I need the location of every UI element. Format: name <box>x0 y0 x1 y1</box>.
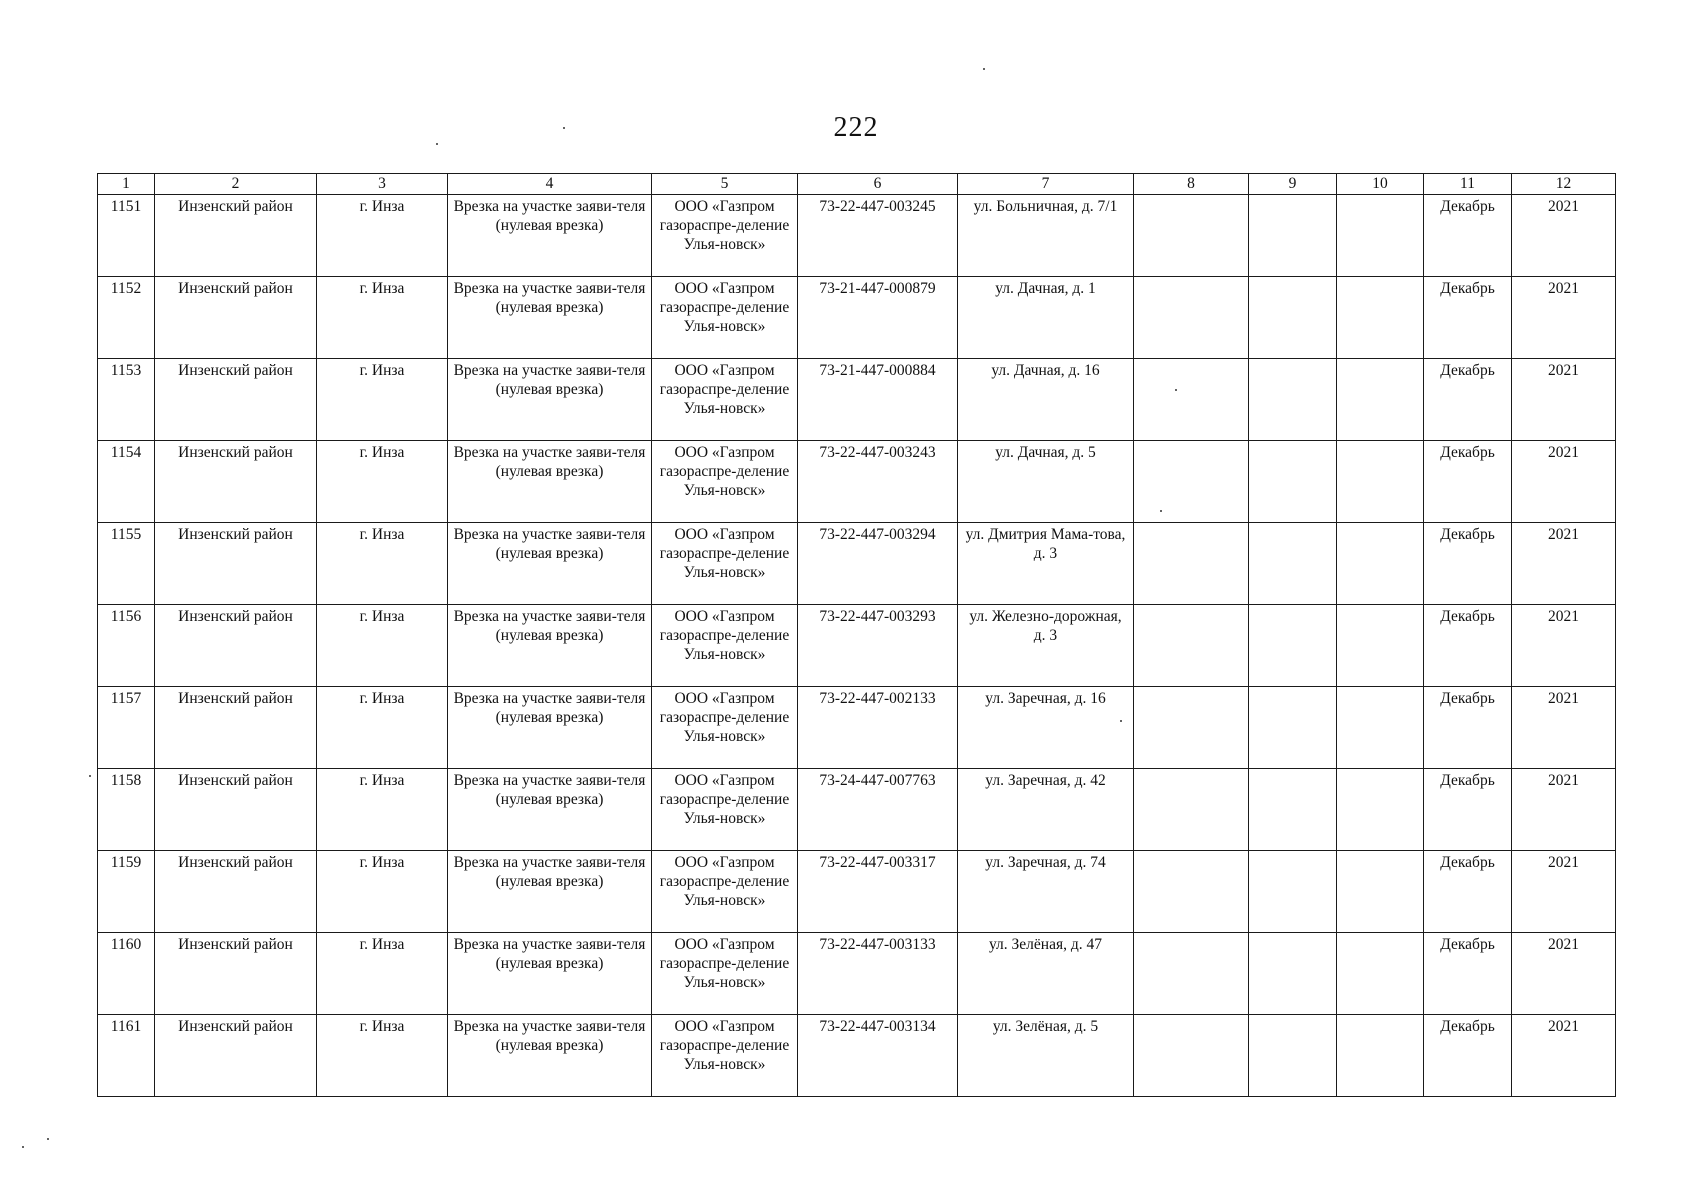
address-cell: ул. Зелёная, д. 5 <box>958 1015 1134 1097</box>
row-number-cell: 1153 <box>98 359 155 441</box>
row-number-cell: 1157 <box>98 687 155 769</box>
locality-cell: г. Инза <box>317 441 448 523</box>
month-cell: Декабрь <box>1424 359 1512 441</box>
register-table <box>97 173 1616 1097</box>
work-type-cell: Врезка на участке заяви-теля (нулевая врезка) <box>448 359 652 441</box>
column-8-cell <box>1134 769 1249 851</box>
work-type-cell: Врезка на участке заяви-теля (нулевая врезка) <box>448 195 652 277</box>
column-header: 4 <box>448 174 652 195</box>
column-9-cell <box>1249 1015 1337 1097</box>
work-type-cell: Врезка на участке заяви-теля (нулевая врезка) <box>448 1015 652 1097</box>
column-9-cell <box>1249 933 1337 1015</box>
table-row <box>98 769 1616 851</box>
column-8-cell <box>1134 441 1249 523</box>
address-cell: ул. Зелёная, д. 47 <box>958 933 1134 1015</box>
column-9-cell <box>1249 359 1337 441</box>
column-header: 9 <box>1249 174 1337 195</box>
object-code-cell: 73-22-447-003133 <box>798 933 958 1015</box>
column-10-cell <box>1337 195 1424 277</box>
address-cell: ул. Заречная, д. 16 <box>958 687 1134 769</box>
table-row <box>98 605 1616 687</box>
locality-cell: г. Инза <box>317 687 448 769</box>
column-8-cell <box>1134 687 1249 769</box>
district-cell: Инзенский район <box>155 277 317 359</box>
column-8-cell <box>1134 851 1249 933</box>
year-cell: 2021 <box>1512 441 1616 523</box>
district-cell: Инзенский район <box>155 933 317 1015</box>
year-cell: 2021 <box>1512 1015 1616 1097</box>
organization-cell: ООО «Газпром газораспре-деление Улья-новск» <box>652 277 798 359</box>
year-cell: 2021 <box>1512 769 1616 851</box>
work-type-cell: Врезка на участке заяви-теля (нулевая врезка) <box>448 277 652 359</box>
month-cell: Декабрь <box>1424 851 1512 933</box>
column-header: 3 <box>317 174 448 195</box>
column-10-cell <box>1337 359 1424 441</box>
table-row <box>98 441 1616 523</box>
locality-cell: г. Инза <box>317 933 448 1015</box>
row-number-cell: 1161 <box>98 1015 155 1097</box>
locality-cell: г. Инза <box>317 1015 448 1097</box>
address-cell: ул. Заречная, д. 42 <box>958 769 1134 851</box>
object-code-cell: 73-24-447-007763 <box>798 769 958 851</box>
row-number-cell: 1156 <box>98 605 155 687</box>
column-9-cell <box>1249 277 1337 359</box>
row-number-cell: 1154 <box>98 441 155 523</box>
table-row <box>98 933 1616 1015</box>
row-number-cell: 1159 <box>98 851 155 933</box>
column-10-cell <box>1337 687 1424 769</box>
table-row <box>98 687 1616 769</box>
work-type-cell: Врезка на участке заяви-теля (нулевая врезка) <box>448 605 652 687</box>
work-type-cell: Врезка на участке заяви-теля (нулевая врезка) <box>448 851 652 933</box>
year-cell: 2021 <box>1512 277 1616 359</box>
column-10-cell <box>1337 605 1424 687</box>
table-row <box>98 851 1616 933</box>
row-number-cell: 1158 <box>98 769 155 851</box>
address-cell: ул. Больничная, д. 7/1 <box>958 195 1134 277</box>
column-10-cell <box>1337 1015 1424 1097</box>
table-row <box>98 359 1616 441</box>
object-code-cell: 73-21-447-000879 <box>798 277 958 359</box>
organization-cell: ООО «Газпром газораспре-деление Улья-новск» <box>652 195 798 277</box>
table-body <box>98 195 1616 1097</box>
work-type-cell: Врезка на участке заяви-теля (нулевая врезка) <box>448 523 652 605</box>
scan-speck <box>983 68 985 70</box>
locality-cell: г. Инза <box>317 769 448 851</box>
row-number-cell: 1155 <box>98 523 155 605</box>
column-8-cell <box>1134 1015 1249 1097</box>
column-10-cell <box>1337 277 1424 359</box>
object-code-cell: 73-22-447-003134 <box>798 1015 958 1097</box>
column-10-cell <box>1337 523 1424 605</box>
district-cell: Инзенский район <box>155 1015 317 1097</box>
year-cell: 2021 <box>1512 605 1616 687</box>
scan-speck <box>47 1138 49 1140</box>
column-8-cell <box>1134 195 1249 277</box>
object-code-cell: 73-22-447-003294 <box>798 523 958 605</box>
district-cell: Инзенский район <box>155 769 317 851</box>
organization-cell: ООО «Газпром газораспре-деление Улья-новск» <box>652 523 798 605</box>
year-cell: 2021 <box>1512 687 1616 769</box>
organization-cell: ООО «Газпром газораспре-деление Улья-новск» <box>652 687 798 769</box>
column-8-cell <box>1134 277 1249 359</box>
organization-cell: ООО «Газпром газораспре-деление Улья-новск» <box>652 1015 798 1097</box>
table-row <box>98 195 1616 277</box>
work-type-cell: Врезка на участке заяви-теля (нулевая врезка) <box>448 769 652 851</box>
object-code-cell: 73-22-447-002133 <box>798 687 958 769</box>
month-cell: Декабрь <box>1424 523 1512 605</box>
address-cell: ул. Дачная, д. 16 <box>958 359 1134 441</box>
column-header: 11 <box>1424 174 1512 195</box>
year-cell: 2021 <box>1512 195 1616 277</box>
column-10-cell <box>1337 933 1424 1015</box>
year-cell: 2021 <box>1512 851 1616 933</box>
year-cell: 2021 <box>1512 359 1616 441</box>
column-10-cell <box>1337 441 1424 523</box>
district-cell: Инзенский район <box>155 441 317 523</box>
locality-cell: г. Инза <box>317 195 448 277</box>
column-header: 8 <box>1134 174 1249 195</box>
scan-speck <box>89 775 91 777</box>
object-code-cell: 73-22-447-003243 <box>798 441 958 523</box>
organization-cell: ООО «Газпром газораспре-деление Улья-новск» <box>652 441 798 523</box>
row-number-cell: 1152 <box>98 277 155 359</box>
column-header: 7 <box>958 174 1134 195</box>
month-cell: Декабрь <box>1424 1015 1512 1097</box>
column-9-cell <box>1249 769 1337 851</box>
column-9-cell <box>1249 195 1337 277</box>
month-cell: Декабрь <box>1424 687 1512 769</box>
column-header: 1 <box>98 174 155 195</box>
object-code-cell: 73-22-447-003293 <box>798 605 958 687</box>
month-cell: Декабрь <box>1424 933 1512 1015</box>
table-row <box>98 277 1616 359</box>
organization-cell: ООО «Газпром газораспре-деление Улья-новск» <box>652 933 798 1015</box>
scan-speck <box>22 1146 24 1148</box>
organization-cell: ООО «Газпром газораспре-деление Улья-новск» <box>652 769 798 851</box>
column-8-cell <box>1134 359 1249 441</box>
table-row <box>98 523 1616 605</box>
month-cell: Декабрь <box>1424 277 1512 359</box>
district-cell: Инзенский район <box>155 851 317 933</box>
work-type-cell: Врезка на участке заяви-теля (нулевая врезка) <box>448 441 652 523</box>
column-8-cell <box>1134 605 1249 687</box>
column-8-cell <box>1134 523 1249 605</box>
object-code-cell: 73-22-447-003245 <box>798 195 958 277</box>
address-cell: ул. Дмитрия Мама-това, д. 3 <box>958 523 1134 605</box>
work-type-cell: Врезка на участке заяви-теля (нулевая врезка) <box>448 687 652 769</box>
month-cell: Декабрь <box>1424 195 1512 277</box>
address-cell: ул. Заречная, д. 74 <box>958 851 1134 933</box>
column-10-cell <box>1337 769 1424 851</box>
month-cell: Декабрь <box>1424 769 1512 851</box>
column-header: 6 <box>798 174 958 195</box>
year-cell: 2021 <box>1512 933 1616 1015</box>
column-header: 10 <box>1337 174 1424 195</box>
table-row <box>98 1015 1616 1097</box>
month-cell: Декабрь <box>1424 441 1512 523</box>
column-9-cell <box>1249 441 1337 523</box>
column-9-cell <box>1249 523 1337 605</box>
page-number: 222 <box>833 112 879 143</box>
column-9-cell <box>1249 851 1337 933</box>
locality-cell: г. Инза <box>317 277 448 359</box>
column-8-cell <box>1134 933 1249 1015</box>
object-code-cell: 73-21-447-000884 <box>798 359 958 441</box>
column-9-cell <box>1249 605 1337 687</box>
locality-cell: г. Инза <box>317 851 448 933</box>
column-header: 5 <box>652 174 798 195</box>
address-cell: ул. Дачная, д. 5 <box>958 441 1134 523</box>
district-cell: Инзенский район <box>155 359 317 441</box>
address-cell: ул. Дачная, д. 1 <box>958 277 1134 359</box>
header-row <box>98 174 1616 195</box>
object-code-cell: 73-22-447-003317 <box>798 851 958 933</box>
locality-cell: г. Инза <box>317 605 448 687</box>
column-header: 2 <box>155 174 317 195</box>
work-type-cell: Врезка на участке заяви-теля (нулевая врезка) <box>448 933 652 1015</box>
organization-cell: ООО «Газпром газораспре-деление Улья-новск» <box>652 851 798 933</box>
row-number-cell: 1151 <box>98 195 155 277</box>
organization-cell: ООО «Газпром газораспре-деление Улья-новск» <box>652 605 798 687</box>
column-9-cell <box>1249 687 1337 769</box>
address-cell: ул. Железно-дорожная, д. 3 <box>958 605 1134 687</box>
column-header: 12 <box>1512 174 1616 195</box>
locality-cell: г. Инза <box>317 359 448 441</box>
organization-cell: ООО «Газпром газораспре-деление Улья-новск» <box>652 359 798 441</box>
district-cell: Инзенский район <box>155 195 317 277</box>
district-cell: Инзенский район <box>155 523 317 605</box>
row-number-cell: 1160 <box>98 933 155 1015</box>
year-cell: 2021 <box>1512 523 1616 605</box>
column-10-cell <box>1337 851 1424 933</box>
month-cell: Декабрь <box>1424 605 1512 687</box>
locality-cell: г. Инза <box>317 523 448 605</box>
district-cell: Инзенский район <box>155 605 317 687</box>
district-cell: Инзенский район <box>155 687 317 769</box>
